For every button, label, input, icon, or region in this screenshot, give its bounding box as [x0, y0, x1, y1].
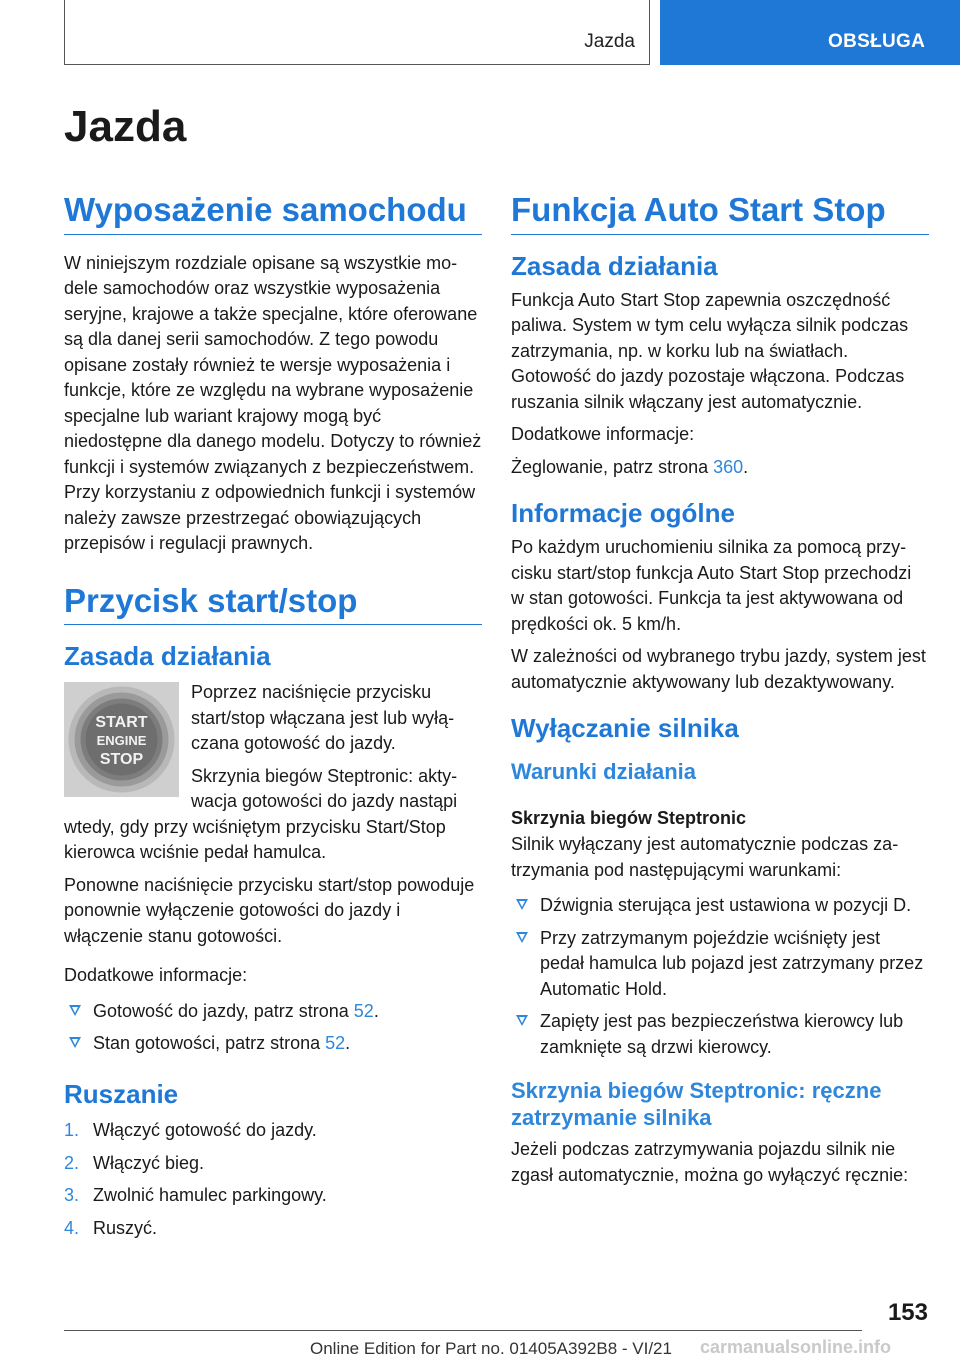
footer-divider [64, 1330, 862, 1331]
reference-item: Stan gotowości, patrz strona 52. [64, 1031, 482, 1057]
start-stop-references [64, 999, 482, 1057]
heading-conditions: Warunki działania [511, 758, 697, 784]
triangle-bullet-icon [69, 1005, 81, 1016]
header-chapter-label: Jazda [584, 31, 635, 52]
page-link[interactable]: 360 [713, 456, 744, 477]
step-item: 3. Zwolnić hamulec parkingowy. [64, 1185, 327, 1206]
triangle-bullet-icon [516, 932, 528, 943]
step-item: 1. Włączyć gotowość do jazdy. [64, 1120, 317, 1141]
left-column [64, 190, 482, 1248]
subsection-title-principle: Zasada działania [64, 641, 271, 672]
footer-edition: Online Edition for Part no. 01405A392B8 - VI/21 [310, 1339, 672, 1358]
engine-off-conditions-list [511, 893, 929, 1060]
start-engine-stop-button-image [64, 682, 179, 797]
driving-off-steps [64, 1118, 482, 1241]
reference-item: Gotowość do jazdy, patrz strona 52. [64, 999, 482, 1025]
triangle-bullet-icon [516, 1015, 528, 1026]
heading-steptronic: Skrzynia biegów Steptronic [511, 808, 747, 829]
section-title-equipment: Wyposażenie samochodu [64, 190, 482, 235]
condition-item: Zapięty jest pas bezpieczeństwa kierowcy lub zamknięte są drzwi kierowcy. [511, 1009, 929, 1060]
start-stop-paragraph-1: Poprzez naciśnięcie przycisku start/stop włączana jest lub wyłączana gotowość do jazdy. [191, 682, 455, 754]
manual-engine-off-paragraph: Jeżeli podczas zatrzymywania pojazdu silnik nie zgasł automatycznie, można go wyłączyć ręcznie: [511, 1139, 909, 1185]
start-stop-paragraph-3: Ponowne naciśnięcie przycisku start/stop powoduje ponownie wyłączenie gotowości do jazdy i włączenie stanu gotowości. [64, 874, 475, 946]
section-title-start-stop-button: Przycisk start/stop [64, 581, 482, 626]
step-item: 4. Ruszyć. [64, 1217, 158, 1238]
button-line-3: STOP [99, 751, 144, 769]
engine-off-conditions-intro: Silnik wyłączany jest automatycznie podczas zatrzymania pod następującymi warunkami: [511, 834, 899, 880]
equipment-paragraph: W niniejszym rozdziale opisane są wszystkie modele samochodów oraz wszystkie wyposażenia seryjne, krajowe a także specjalne, które oferowane są dla danej serii samochodów. Z tego powodu opisane zostały również te wersje wyposażenia i funkcje, które ze względu na wybrane wyposażenie specjalne lub wariant krajowy mogą być niedostępne dla danego modelu. Dotyczy to również funkcji i systemów związanych z bezpieczeństwem. Przy korzystaniu z odpowiednich funkcji i systemów należy zawsze przestrzegać obowiązujących przepisów i regulacji prawnych. [64, 252, 482, 554]
subsection-title-principle-auto: Zasada działania [511, 250, 718, 281]
button-line-1: START [95, 714, 148, 732]
footer-watermark: carmanualsonline.info [700, 1337, 892, 1357]
header-section-label: OBSŁUGA [828, 31, 926, 52]
button-line-2: ENGINE [96, 733, 147, 749]
section-title-auto-start-stop: Funkcja Auto Start Stop [511, 190, 929, 235]
auto-start-stop-paragraph: Funkcja Auto Start Stop zapewnia oszczędność paliwa. System w tym celu wyłącza silnik podczas zatrzymania, np. w korku lub na światłach. Gotowość do jazdy pozostaje włączona. Podczas ruszania silnik włączany jest automatycznie. [511, 289, 909, 412]
right-column [511, 190, 929, 1195]
triangle-bullet-icon [69, 1037, 81, 1048]
condition-item: Przy zatrzymanym pojeździe wciśnięty jest pedał hamulca lub pojazd jest zatrzymany przez Automatic Hold. [511, 926, 929, 1003]
subsection-title-driving-off: Ruszanie [64, 1078, 179, 1109]
coasting-reference: Żeglowanie, patrz strona 360. [511, 456, 749, 477]
start-stop-more-info: Dodatkowe informacje: [64, 965, 248, 986]
page-number: 153 [887, 1299, 928, 1326]
header-chapter-box [64, 0, 650, 65]
start-stop-paragraph-2: Skrzynia biegów Steptronic: aktywacja gotowości do jazdy nastąpi wtedy, gdy przy wciśniętym przycisku Start/Stop kierowca wciśnie pedał hamulca. [64, 765, 458, 863]
step-item: 2. Włączyć bieg. [64, 1152, 205, 1173]
subsection-title-engine-off: Wyłączanie silnika [511, 713, 739, 744]
general-info-paragraph-2: W zależności od wybranego trybu jazdy, system jest automatycznie aktywowany lub dezaktywowany. [511, 646, 926, 692]
page-link[interactable]: 52 [325, 1033, 346, 1054]
page-link[interactable]: 52 [353, 1000, 374, 1021]
subsection-title-general-info: Informacje ogólne [511, 498, 735, 529]
page-title: Jazda [64, 102, 187, 151]
triangle-bullet-icon [516, 899, 528, 910]
condition-item: Dźwignia sterująca jest ustawiona w pozycji D. [511, 893, 929, 919]
heading-manual-engine-off: Skrzynia biegów Steptronic: ręczne zatrzymanie silnika [511, 1078, 882, 1130]
general-info-paragraph-1: Po każdym uruchomieniu silnika za pomocą przycisku start/stop funkcja Auto Start Stop przechodzi w stan gotowości. Funkcja ta jest aktywowana od prędkości ok. 5 km/h. [511, 537, 912, 634]
auto-start-stop-more-info: Dodatkowe informacje: [511, 424, 695, 445]
